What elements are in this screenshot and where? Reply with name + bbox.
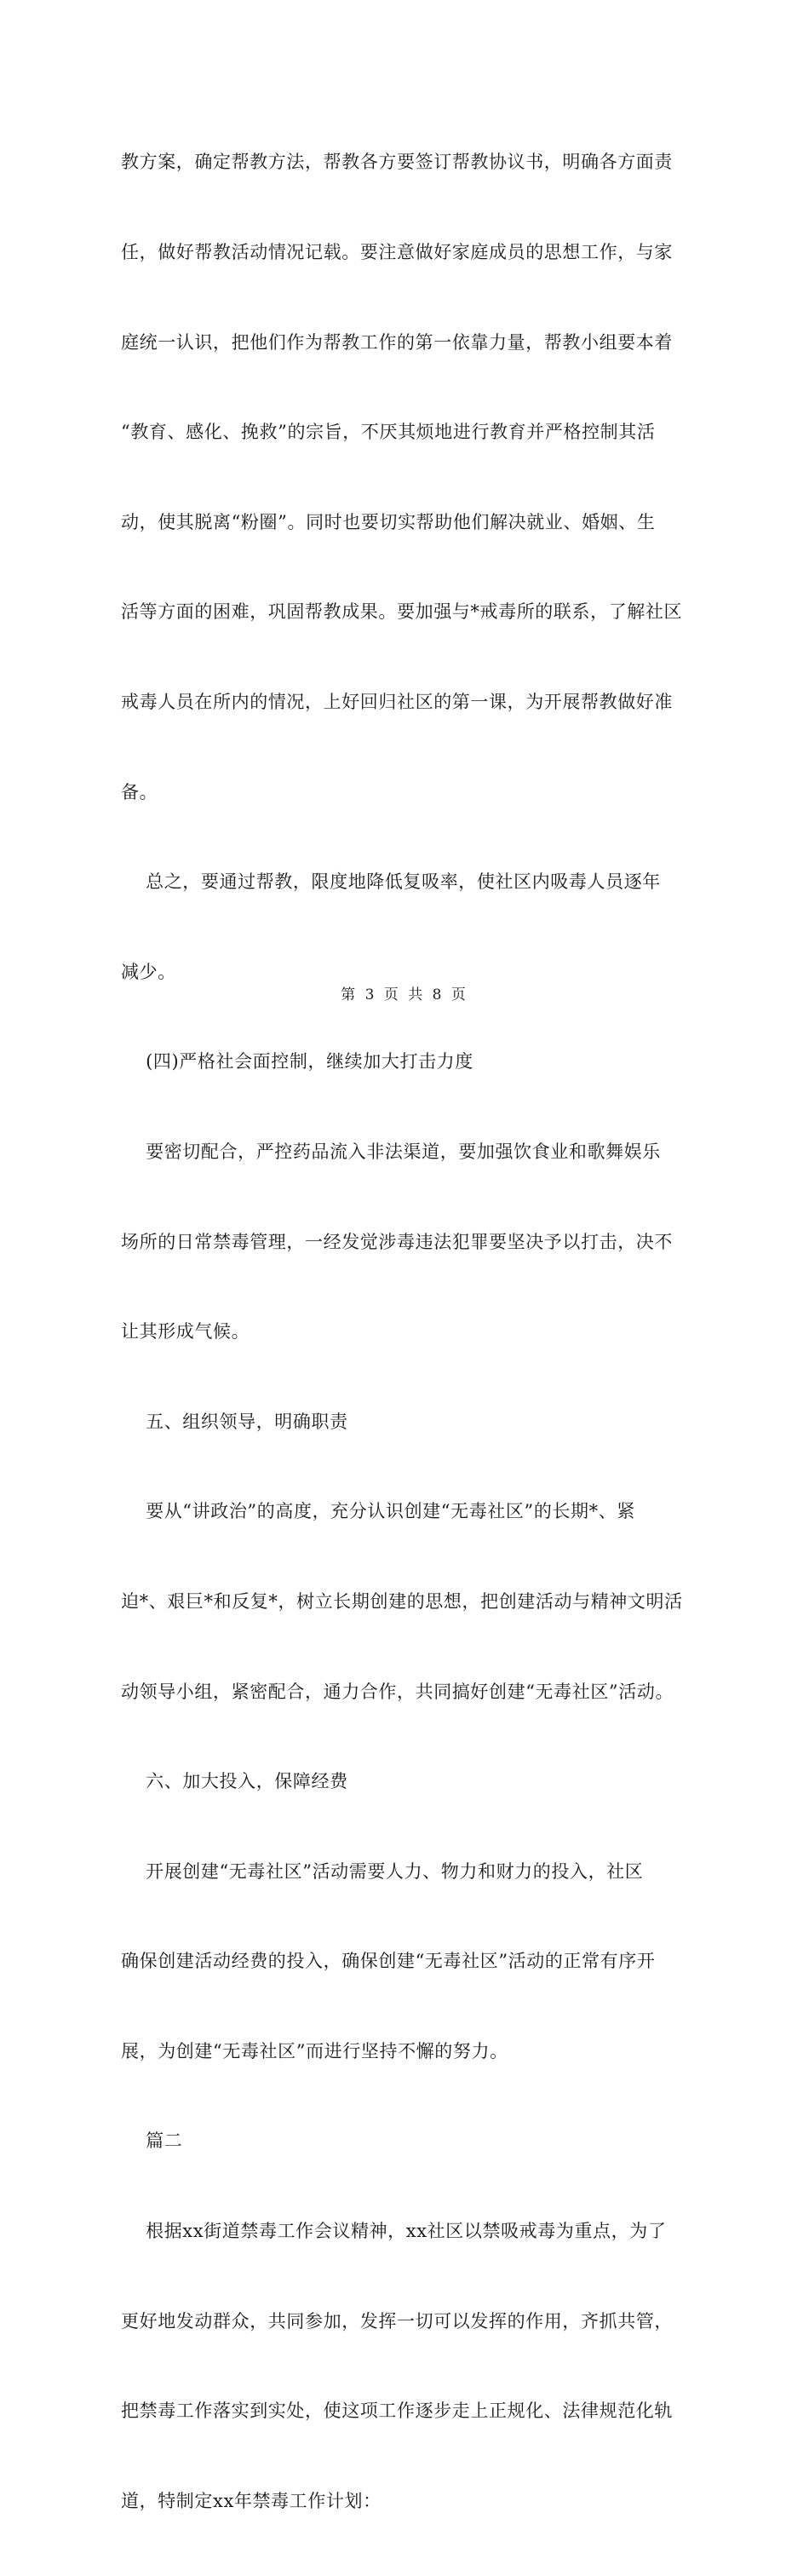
text-line: 总之，要通过帮教，限度地降低复吸率，使社区内吸毒人员逐年 xyxy=(121,871,661,893)
section-heading: 五、组织领导，明确职责 xyxy=(121,1411,348,1432)
text-line: 庭统一认识，把他们作为帮教工作的第一依靠力量，帮教小组要本着 xyxy=(121,331,673,353)
section-heading: (四)严格社会面控制，继续加大打击力度 xyxy=(121,1051,473,1072)
section-heading: 六、加大投入，保障经费 xyxy=(121,1771,348,1792)
text-line: 动，使其脱离“粉圈”。同时也要切实帮助他们解决就业、婚姻、生 xyxy=(121,511,656,532)
text-line: 减少。 xyxy=(121,961,176,982)
page-footer: 第 3 页 共 8 页 xyxy=(341,986,468,1003)
text-line: 任，做好帮教活动情况记载。要注意做好家庭成员的思想工作，与家 xyxy=(121,242,673,262)
text-line: 更好地发动群众，共同参加，发挥一切可以发挥的作用，齐抓共管， xyxy=(121,2310,673,2332)
text-line: 要从“讲政治”的高度，充分认识创建“无毒社区”的长期*、紧 xyxy=(121,1501,635,1522)
text-line: 根据xx街道禁毒工作会议精神，xx社区以禁吸戒毒为重点，为了 xyxy=(121,2221,667,2242)
text-line: 场所的日常禁毒管理，一经发觉涉毒违法犯罪要坚决予以打击，决不 xyxy=(121,1231,673,1252)
text-line: 迫*、艰巨*和反复*，树立长期创建的思想，把创建活动与精神文明活 xyxy=(121,1590,683,1612)
text-line: 要密切配合，严控药品流入非法渠道，要加强饮食业和歌舞娱乐 xyxy=(121,1141,661,1162)
text-line: 活等方面的困难，巩固帮教成果。要加强与*戒毒所的联系，了解社区 xyxy=(121,601,683,623)
section-heading: 篇二 xyxy=(121,2130,183,2152)
text-line: 开展创建“无毒社区”活动需要人力、物力和财力的投入，社区 xyxy=(121,1860,644,1882)
text-line: 戒毒人员在所内的情况，上好回归社区的第一课，为开展帮教做好准 xyxy=(121,691,673,712)
text-line: 动领导小组，紧密配合，通力合作，共同搞好创建“无毒社区”活动。 xyxy=(121,1681,674,1702)
text-line: 道，特制定xx年禁毒工作计划： xyxy=(121,2490,382,2511)
text-line: 备。 xyxy=(121,781,158,802)
text-line: 确保创建活动经费的投入，确保创建“无毒社区”活动的正常有序开 xyxy=(121,1951,656,1972)
text-line: 展，为创建“无毒社区”而进行坚持不懈的努力。 xyxy=(121,2040,508,2061)
body-text xyxy=(121,88,688,2576)
text-line: 让其形成气候。 xyxy=(121,1321,250,1343)
text-line: “教育、感化、挽救”的宗旨，不厌其烦地进行教育并严格控制其活 xyxy=(121,422,656,443)
text-line: 教方案，确定帮教方法，帮教各方要签订帮教协议书，明确各方面责 xyxy=(121,152,673,173)
text-line: 把禁毒工作落实到实处，使这项工作逐步走上正规化、法律规范化轨 xyxy=(121,2401,673,2422)
